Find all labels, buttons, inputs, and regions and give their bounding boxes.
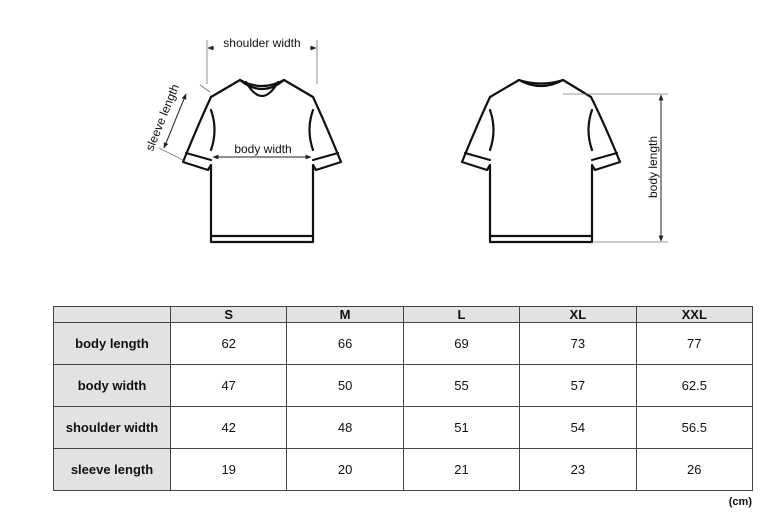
- table-row: [54, 323, 753, 365]
- table-row: [54, 449, 753, 491]
- table-cell: 26: [636, 449, 752, 491]
- size-header-xxl: XXL: [636, 307, 752, 323]
- table-cell: 69: [403, 323, 519, 365]
- sleeve-length-label: sleeve length: [142, 82, 183, 153]
- table-cell: 51: [403, 407, 519, 449]
- table-cell: 66: [287, 323, 403, 365]
- front-shirt-illustration: [183, 80, 341, 242]
- table-cell: 50: [287, 365, 403, 407]
- body-length-label: body length: [646, 135, 660, 199]
- size-header-l: L: [403, 307, 519, 323]
- row-label-shoulder-width: shoulder width: [54, 407, 171, 449]
- table-row: [54, 407, 753, 449]
- table-cell: 54: [520, 407, 636, 449]
- table-cell: 20: [287, 449, 403, 491]
- shoulder-width-measure: [207, 35, 317, 84]
- size-header-xl: XL: [520, 307, 636, 323]
- table-cell: 48: [287, 407, 403, 449]
- back-shirt-illustration: [462, 80, 620, 242]
- table-cell: 62: [171, 323, 287, 365]
- table-corner-cell: [54, 307, 171, 323]
- row-label-body-width: body width: [54, 365, 171, 407]
- table-row: [54, 365, 753, 407]
- table-cell: 23: [520, 449, 636, 491]
- table-cell: 21: [403, 449, 519, 491]
- row-label-sleeve-length: sleeve length: [54, 449, 171, 491]
- table-header-row: [54, 307, 753, 323]
- unit-note: (cm): [728, 496, 752, 508]
- table-cell: 73: [520, 323, 636, 365]
- size-header-m: M: [287, 307, 403, 323]
- size-header-s: S: [171, 307, 287, 323]
- table-cell: 77: [636, 323, 752, 365]
- table-cell: 47: [171, 365, 287, 407]
- size-chart-table: [53, 306, 753, 491]
- table-cell: 55: [403, 365, 519, 407]
- table-cell: 57: [520, 365, 636, 407]
- table-cell: 19: [171, 449, 287, 491]
- table-cell: 56.5: [636, 407, 752, 449]
- shoulder-width-label: shoulder width: [223, 36, 301, 50]
- table-cell: 62.5: [636, 365, 752, 407]
- row-label-body-length: body length: [54, 323, 171, 365]
- body-width-label: body width: [234, 142, 292, 156]
- table-cell: 42: [171, 407, 287, 449]
